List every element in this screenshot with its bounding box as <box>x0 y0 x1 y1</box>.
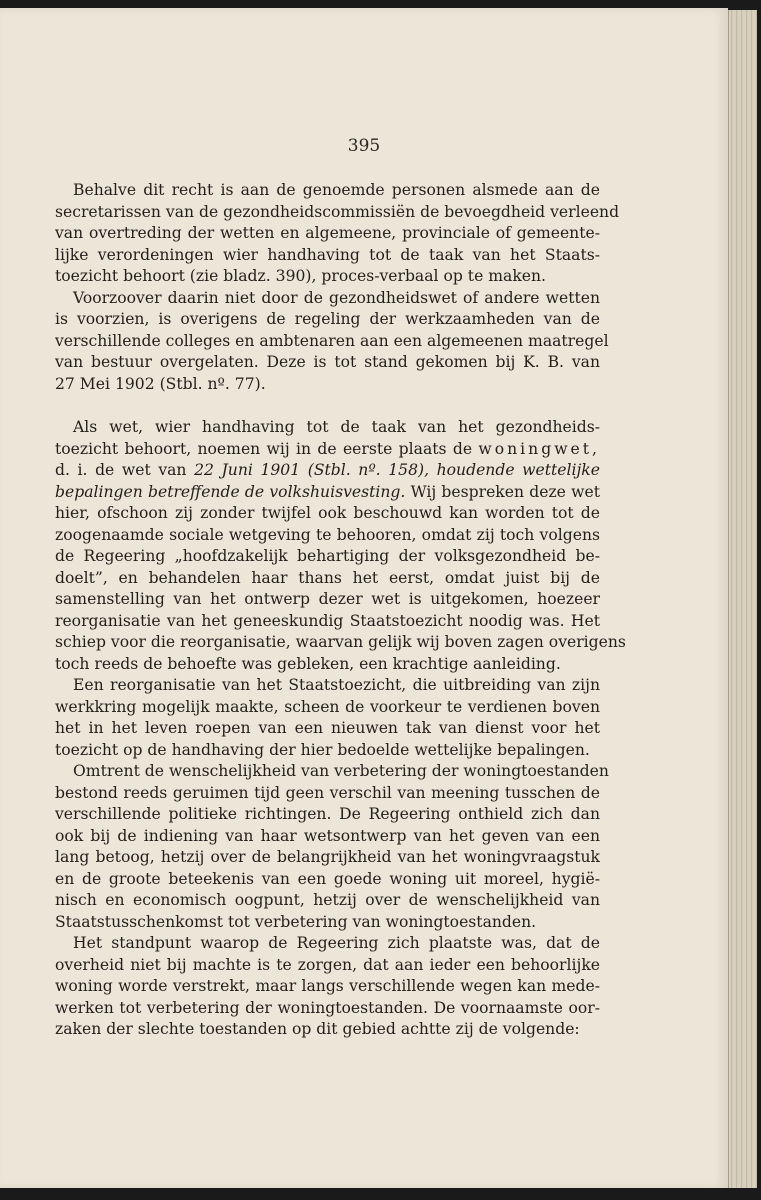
text-line: doelt”, en behandelen haar thans het eerst, omdat juist bij de <box>55 568 600 587</box>
text-line: van overtreding der wetten en algemeene, provinciale of gemeente- <box>55 224 600 242</box>
text-line: Een reorganisatie van het Staatstoezicht, die uitbreiding van zijn <box>73 676 600 694</box>
text-line: reorganisatie van het geneeskundig Staatstoezicht noodig was. Het <box>55 611 600 630</box>
text-line: secretarissen van de gezondheidscommissiën de bevoegdheid verleend <box>55 202 620 221</box>
page-edges <box>728 10 757 1188</box>
text-line: woning worde verstrekt, maar langs verschillende wegen kan mede- <box>55 977 600 995</box>
text-line: bestond reeds geruimen tijd geen verschil van meening tusschen de <box>55 783 600 802</box>
woningwet-term: woningwet, <box>478 439 600 458</box>
text-line: van bestuur overgelaten. Deze is tot stand gekomen bij K. B. van <box>55 353 600 371</box>
text-line: werkkring mogelijk maakte, scheen de voorkeur te verdienen boven <box>55 697 600 716</box>
paragraph-gap <box>55 395 600 417</box>
text-line: Het standpunt waarop de Regeering zich plaatste was, dat de <box>73 934 600 952</box>
page-number: 395 <box>347 136 381 156</box>
text-line: verschillende colleges en ambtenaren aan een algemeenen maatregel <box>55 331 609 350</box>
text-line: Behalve dit recht is aan de genoemde personen alsmede aan de <box>73 181 600 199</box>
book-page <box>0 8 728 1188</box>
text-line: Voorzoover daarin niet door de gezondheidswet of andere wetten <box>73 288 600 307</box>
text-line <box>55 439 600 461</box>
text-line: hier, ofschoon zij zonder twijfel ook beschouwd kan worden tot de <box>55 504 600 522</box>
text-line: en de groote beteekenis van een goede woning uit moreel, hygië- <box>55 869 600 888</box>
text-line: nisch en economisch oogpunt, hetzij over de wenschelijkheid van <box>55 891 600 909</box>
text-line <box>55 482 600 504</box>
text-line: samenstelling van het ontwerp dezer wet is uitgekomen, hoezeer <box>55 590 600 608</box>
text-line: 27 Mei 1902 (Stbl. nº. 77). <box>55 374 266 393</box>
text-fragment: toezicht behoort, noemen wij in de eerste plaats de <box>55 439 473 458</box>
paragraph-3 <box>55 417 626 675</box>
paragraph-5 <box>55 761 609 933</box>
text-line <box>55 460 600 482</box>
paragraph-1 <box>55 180 620 288</box>
law-title: bepalingen betreffende de volkshuisvesting. <box>55 482 406 501</box>
text-line: Staatstusschenkomst tot verbetering van woningtoestanden. <box>55 912 537 931</box>
text-line: lijke verordeningen wier handhaving tot de taak van het Staats- <box>55 245 600 264</box>
text-line: overheid niet bij machte is te zorgen, dat aan ieder een behoorlijke <box>55 955 600 974</box>
text-line: toezicht op de handhaving der hier bedoelde wettelijke bepalingen. <box>55 740 590 759</box>
text-line: schiep voor die reorganisatie, waarvan gelijk wij boven zagen overigens <box>55 633 626 651</box>
paragraph-6 <box>55 933 600 1041</box>
text-fragment: Wij bespreken deze wet <box>410 482 600 501</box>
text-line: is voorzien, is overigens de regeling der werkzaamheden van de <box>55 310 600 328</box>
text-line: toch reeds de behoefte was gebleken, een krachtige aanleiding. <box>55 654 561 673</box>
body-text <box>55 180 626 1041</box>
text-line: toezicht behoort (zie bladz. 390), proces-verbaal op te maken. <box>55 267 547 285</box>
text-line: lang betoog, hetzij over de belangrijkheid van het woningvraagstuk <box>55 848 600 866</box>
text-line: Omtrent de wenschelijkheid van verbetering der woningtoestanden <box>73 762 609 780</box>
paragraph-2 <box>55 288 609 396</box>
text-line: werken tot verbetering der woningtoestanden. De voornaamste oor- <box>55 998 600 1017</box>
text-line: het in het leven roepen van een nieuwen tak van dienst voor het <box>55 719 600 737</box>
text-line: verschillende politieke richtingen. De Regeering onthield zich dan <box>55 805 600 823</box>
text-fragment: d. i. de wet van <box>55 461 187 479</box>
text-line: Als wet, wier handhaving tot de taak van het gezondheids- <box>73 418 600 436</box>
text-line: de Regeering „hoofdzakelijk behartiging der volksgezondheid be- <box>55 547 600 565</box>
text-line: ook bij de indiening van haar wetsontwerp van het geven van een <box>55 826 600 845</box>
paragraph-4 <box>55 675 600 761</box>
text-line: zaken der slechte toestanden op dit gebied achtte zij de volgende: <box>55 1020 580 1038</box>
law-reference: 22 Juni 1901 (Stbl. nº. 158), houdende wettelijke <box>194 461 600 479</box>
text-line: zoogenaamde sociale wetgeving te behooren, omdat zij toch volgens <box>55 525 600 544</box>
